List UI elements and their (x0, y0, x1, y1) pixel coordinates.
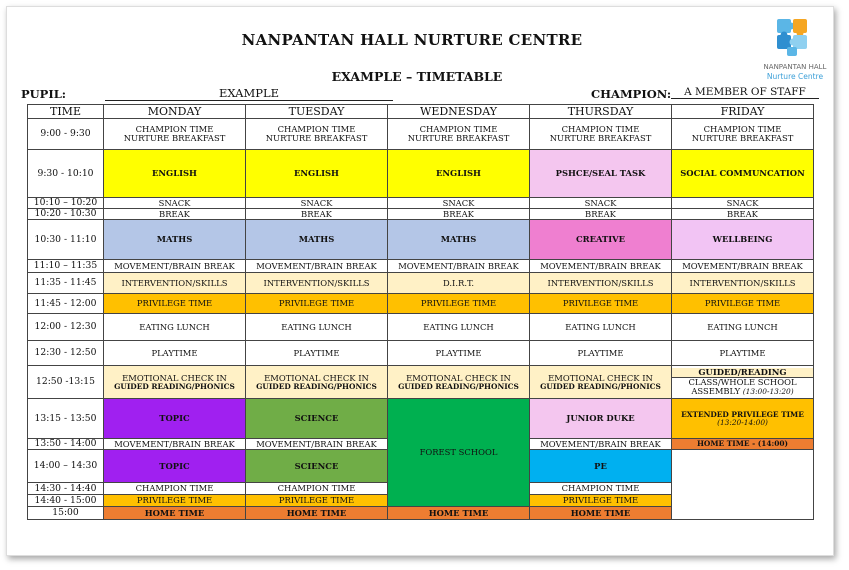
timetable-cell: WELLBEING (672, 220, 814, 260)
column-header: FRIDAY (672, 105, 814, 119)
column-header: MONDAY (104, 105, 246, 119)
timetable-cell: MOVEMENT/BRAIN BREAK (530, 439, 672, 450)
timetable-cell: HOME TIME - (14:00) (672, 439, 814, 450)
timetable-cell (388, 366, 530, 399)
timetable-cell: ENGLISH (388, 150, 530, 198)
pupil-label: PUPIL: (21, 87, 67, 101)
cell-text: CHAMPION TIME (703, 124, 782, 135)
table-row (28, 150, 814, 198)
time-cell: 9:00 - 9:30 (28, 119, 104, 150)
column-header: TIME (28, 105, 104, 119)
cell-text: (13:20-14:00) (717, 417, 768, 427)
timetable-cell: EATING LUNCH (530, 314, 672, 341)
timetable-cell: MOVEMENT/BRAIN BREAK (246, 439, 388, 450)
cell-text: (13:00-13:20) (742, 386, 794, 396)
time-cell: 11:35 - 11:45 (28, 273, 104, 294)
champion-label: CHAMPION: (591, 87, 672, 101)
cell-text: CHAMPION TIME (135, 124, 214, 135)
timetable-cell: FOREST SCHOOL (388, 399, 530, 507)
cell-text: NURTURE BREAKFAST (265, 133, 368, 143)
time-cell: 13:15 - 13:50 (28, 399, 104, 439)
timetable-cell: INTERVENTION/SKILLS (530, 273, 672, 294)
timetable-cell: PRIVILEGE TIME (246, 495, 388, 507)
timetable-cell: INTERVENTION/SKILLS (672, 273, 814, 294)
table-row (28, 399, 814, 439)
time-cell: 11:45 - 12:00 (28, 294, 104, 314)
cell-text: EMOTIONAL CHECK IN (264, 372, 369, 383)
table-row (28, 220, 814, 260)
logo (755, 15, 835, 87)
timetable-cell: D.I.R.T. (388, 273, 530, 294)
timetable-cell: PLAYTIME (246, 341, 388, 366)
time-cell: 14:00 – 14:30 (28, 450, 104, 483)
timetable-cell (104, 366, 246, 399)
column-header: WEDNESDAY (388, 105, 530, 119)
logo-line-1: NANPANTAN HALL (763, 63, 827, 71)
cell-text: CHAMPION TIME (561, 124, 640, 135)
timetable-cell: ENGLISH (104, 150, 246, 198)
timetable-cell: PRIVILEGE TIME (530, 495, 672, 507)
cell-text: EMOTIONAL CHECK IN (122, 372, 227, 383)
timetable-cell: SNACK (530, 198, 672, 209)
timetable-cell: PRIVILEGE TIME (530, 294, 672, 314)
timetable-cell: MATHS (246, 220, 388, 260)
pupil-value: EXAMPLE (105, 86, 393, 101)
table-row (28, 260, 814, 273)
timetable-cell: EATING LUNCH (246, 314, 388, 341)
timetable-cell: EATING LUNCH (104, 314, 246, 341)
timetable-cell: INTERVENTION/SKILLS (246, 273, 388, 294)
cell-text (672, 378, 813, 396)
cell-text: GUIDED READING/PHONICS (540, 381, 661, 391)
table-row (28, 198, 814, 209)
timetable-cell (246, 119, 388, 150)
time-cell: 10:30 - 11:10 (28, 220, 104, 260)
timetable-cell: MOVEMENT/BRAIN BREAK (246, 260, 388, 273)
timetable-cell (388, 119, 530, 150)
timetable-cell-empty (672, 450, 814, 520)
cell-text: GUIDED READING/PHONICS (256, 381, 377, 391)
timetable-cell: PRIVILEGE TIME (246, 294, 388, 314)
table-row (28, 341, 814, 366)
timetable-cell: SNACK (672, 198, 814, 209)
cell-text: NURTURE BREAKFAST (407, 133, 510, 143)
table-row (28, 314, 814, 341)
time-cell: 12:00 - 12:30 (28, 314, 104, 341)
timetable-cell: MOVEMENT/BRAIN BREAK (388, 260, 530, 273)
timetable-cell: MATHS (388, 220, 530, 260)
timetable-cell: PE (530, 450, 672, 483)
cell-text: NURTURE BREAKFAST (691, 133, 794, 143)
table-row (28, 119, 814, 150)
time-cell: 9:30 - 10:10 (28, 150, 104, 198)
timetable-cell: CHAMPION TIME (530, 483, 672, 495)
timetable-cell: HOME TIME (246, 507, 388, 520)
timetable-cell: ENGLISH (246, 150, 388, 198)
timetable-cell: EATING LUNCH (388, 314, 530, 341)
timetable-cell: PLAYTIME (530, 341, 672, 366)
time-cell: 10:20 - 10:30 (28, 209, 104, 220)
timetable-cell: CHAMPION TIME (246, 483, 388, 495)
timetable-cell: SNACK (246, 198, 388, 209)
column-header: TUESDAY (246, 105, 388, 119)
timetable-cell: PRIVILEGE TIME (672, 294, 814, 314)
timetable-cell: MOVEMENT/BRAIN BREAK (530, 260, 672, 273)
table-row (28, 209, 814, 220)
timetable-cell: JUNIOR DUKE (530, 399, 672, 439)
logo-line-2: Nurture Centre (766, 72, 824, 81)
cell-text: CHAMPION TIME (419, 124, 498, 135)
cell-text: GUIDED READING/PHONICS (114, 381, 235, 391)
timetable-cell (104, 119, 246, 150)
timetable-cell (530, 366, 672, 399)
timetable-cell: TOPIC (104, 399, 246, 439)
timetable-cell: SOCIAL COMMUNCATION (672, 150, 814, 198)
puzzle-icon (773, 15, 813, 59)
timetable-cell: BREAK (388, 209, 530, 220)
cell-text: NURTURE BREAKFAST (123, 133, 226, 143)
cell-text: EXTENDED PRIVILEGE TIME (681, 409, 804, 419)
cell-text: EMOTIONAL CHECK IN (548, 372, 653, 383)
timetable-cell: CREATIVE (530, 220, 672, 260)
time-cell: 14:30 - 14:40 (28, 483, 104, 495)
time-cell: 12:30 - 12:50 (28, 341, 104, 366)
timetable-cell: HOME TIME (530, 507, 672, 520)
timetable-cell: CHAMPION TIME (104, 483, 246, 495)
timetable-cell: BREAK (530, 209, 672, 220)
timetable-cell: PLAYTIME (104, 341, 246, 366)
timetable-cell: EATING LUNCH (672, 314, 814, 341)
timetable-cell: BREAK (246, 209, 388, 220)
timetable-cell: SCIENCE (246, 399, 388, 439)
timetable-cell (246, 366, 388, 399)
time-cell: 11:10 – 11:35 (28, 260, 104, 273)
timetable-cell: MATHS (104, 220, 246, 260)
timetable-cell: PSHCE/SEAL TASK (530, 150, 672, 198)
timetable-cell: PLAYTIME (388, 341, 530, 366)
timetable-cell: SNACK (104, 198, 246, 209)
timetable-cell (530, 119, 672, 150)
table-row (28, 294, 814, 314)
document-subtitle: EXAMPLE – TIMETABLE (331, 69, 503, 84)
table-row (28, 366, 814, 399)
column-header: THURSDAY (530, 105, 672, 119)
time-cell: 14:40 - 15:00 (28, 495, 104, 507)
timetable-cell: PLAYTIME (672, 341, 814, 366)
time-cell: 13:50 - 14:00 (28, 439, 104, 450)
timetable-cell: MOVEMENT/BRAIN BREAK (104, 260, 246, 273)
timetable-cell: BREAK (104, 209, 246, 220)
timetable-cell: SNACK (388, 198, 530, 209)
timetable-cell (672, 399, 814, 439)
timetable-cell: HOME TIME (388, 507, 530, 520)
timetable-cell: SCIENCE (246, 450, 388, 483)
timetable-cell: PRIVILEGE TIME (104, 294, 246, 314)
cell-text: EMOTIONAL CHECK IN (406, 372, 511, 383)
timetable-cell: BREAK (672, 209, 814, 220)
timetable-cell: MOVEMENT/BRAIN BREAK (104, 439, 246, 450)
cell-text: GUIDED READING/PHONICS (398, 381, 519, 391)
cell-text: NURTURE BREAKFAST (549, 133, 652, 143)
timetable-sheet (6, 6, 834, 556)
timetable-cell: PRIVILEGE TIME (104, 495, 246, 507)
time-cell: 12:50 -13:15 (28, 366, 104, 399)
time-cell: 15:00 (28, 507, 104, 520)
document-title: NANPANTAN HALL NURTURE CENTRE (241, 31, 583, 49)
timetable-cell: INTERVENTION/SKILLS (104, 273, 246, 294)
header-row (28, 105, 814, 119)
champion-value: A MEMBER OF STAFF (671, 86, 819, 99)
timetable-cell (672, 119, 814, 150)
cell-text: CHAMPION TIME (277, 124, 356, 135)
time-cell: 10:10 – 10:20 (28, 198, 104, 209)
timetable (27, 104, 814, 520)
timetable-cell: TOPIC (104, 450, 246, 483)
timetable-cell: MOVEMENT/BRAIN BREAK (672, 260, 814, 273)
cell-text: CLASS/WHOLE SCHOOL ASSEMBLY (688, 377, 797, 396)
table-row (28, 273, 814, 294)
timetable-cell (672, 366, 814, 399)
cell-text: GUIDED/READING (672, 368, 813, 378)
timetable-cell: HOME TIME (104, 507, 246, 520)
timetable-cell: PRIVILEGE TIME (388, 294, 530, 314)
